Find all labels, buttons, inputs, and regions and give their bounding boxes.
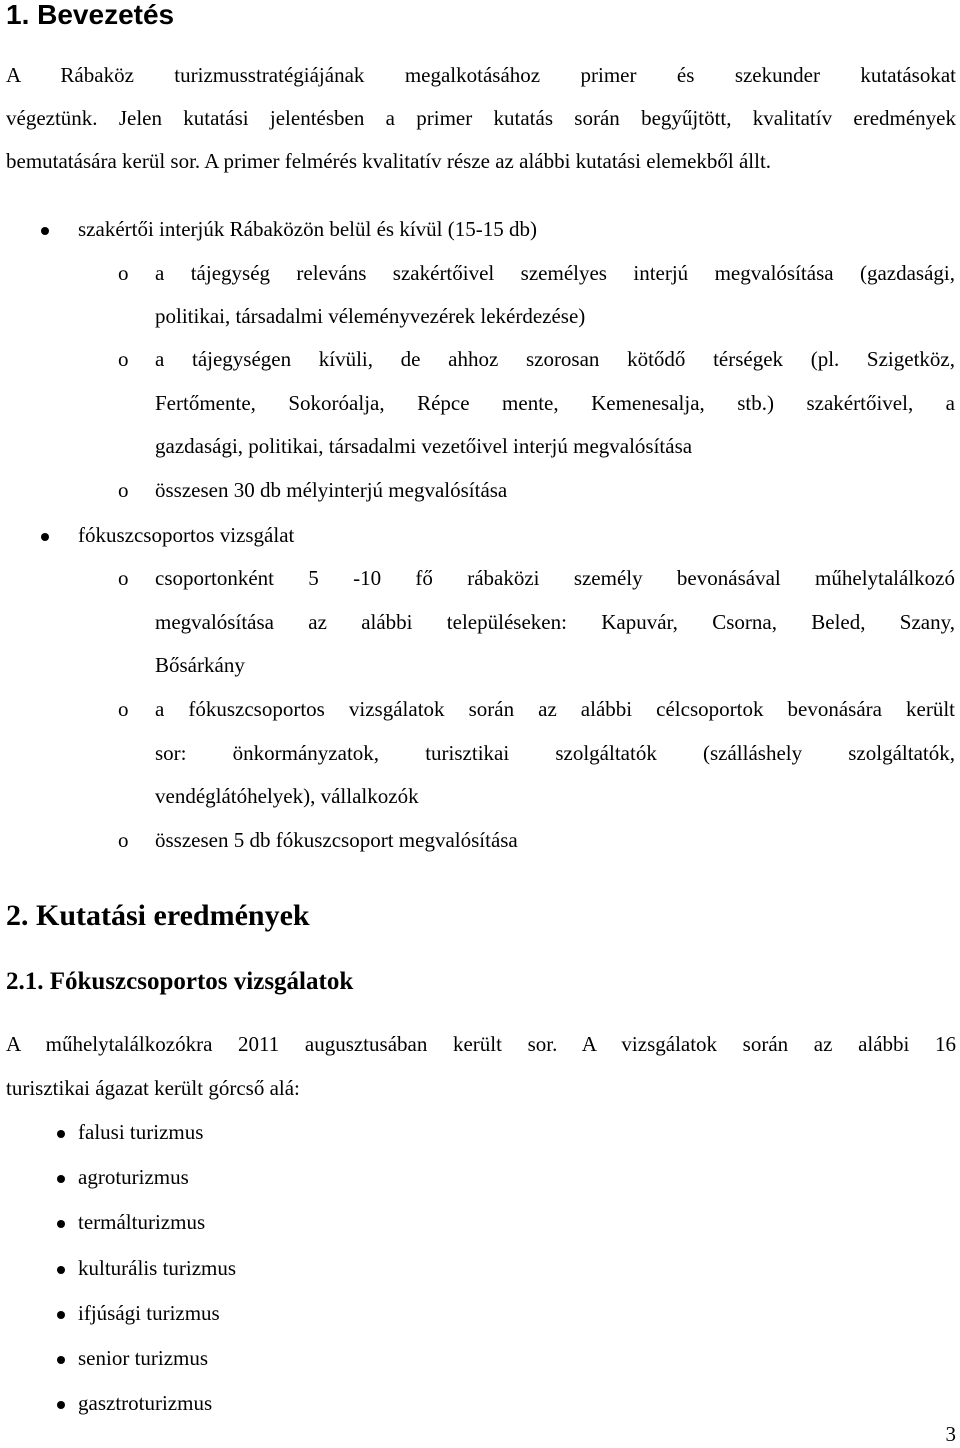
section-2-heading: 2. Kutatási eredmények xyxy=(6,899,310,932)
tourism-list-item: kulturális turizmus xyxy=(78,1256,237,1280)
tourism-list-item: falusi turizmus xyxy=(78,1120,204,1144)
sub-bullet-marker: o xyxy=(118,347,129,371)
sub-item-2-2-line-3: vendéglátóhelyek), vállalkozók xyxy=(155,784,419,808)
bullet-1-label: szakértői interjúk Rábaközön belül és kívül (15-15 db) xyxy=(78,217,537,241)
section-2-para-line-1: A műhelytalálkozókra 2011 augusztusában került sor. A vizsgálatok során az alábbi 16 xyxy=(6,1032,956,1056)
section-1-heading: 1. Bevezetés xyxy=(6,0,175,30)
intro-line-3: bemutatására kerül sor. A primer felmérés kvalitatív része az alábbi kutatási elemekből állt. xyxy=(6,149,772,173)
sub-item-2-1-line-1: csoportonként 5 -10 fő rábaközi személy bevonásával műhelytalálkozó xyxy=(155,566,955,590)
sub-item-1-2-line-3: gazdasági, politikai, társadalmi vezetőivel interjú megvalósítása xyxy=(155,434,693,458)
section-2-1-heading: 2.1. Fókuszcsoportos vizsgálatok xyxy=(6,968,354,995)
sub-item-1-1-line-1: a tájegység releváns szakértőivel személyes interjú megvalósítása (gazdasági, xyxy=(155,261,955,285)
tourism-list-item: gasztroturizmus xyxy=(78,1391,213,1415)
sub-item-2-2-line-2: sor: önkormányzatok, turisztikai szolgáltatók (szálláshely szolgáltatók, xyxy=(155,741,955,765)
sub-bullet-marker: o xyxy=(118,697,129,721)
sub-item-1-1-line-2: politikai, társadalmi véleményvezérek lekérdezése) xyxy=(155,304,586,328)
tourism-list-item: senior turizmus xyxy=(78,1346,209,1370)
sub-item-2-1-line-2: megvalósítása az alábbi településeken: Kapuvár, Csorna, Beled, Szany, xyxy=(155,610,955,634)
bullet-icon xyxy=(57,1356,65,1364)
intro-line-2: végeztünk. Jelen kutatási jelentésben a primer kutatás során begyűjtött, kvalitatív eredmények xyxy=(6,106,956,130)
bullet-icon xyxy=(41,533,49,541)
bullet-icon xyxy=(57,1401,65,1409)
sub-item-2-3-line-1: összesen 5 db fókuszcsoport megvalósítása xyxy=(155,828,518,852)
bullet-icon xyxy=(41,227,49,235)
bullet-icon xyxy=(57,1130,65,1138)
sub-bullet-marker: o xyxy=(118,828,129,852)
bullet-icon xyxy=(57,1220,65,1228)
sub-bullet-marker: o xyxy=(118,261,129,285)
sub-item-2-1-line-3: Bősárkány xyxy=(155,653,245,677)
bullet-2-label: fókuszcsoportos vizsgálat xyxy=(78,523,295,547)
sub-item-2-2-line-1: a fókuszcsoportos vizsgálatok során az alábbi célcsoportok bevonására került xyxy=(155,697,955,721)
tourism-list-item: agroturizmus xyxy=(78,1165,189,1189)
sub-item-1-2-line-1: a tájegységen kívüli, de ahhoz szorosan kötődő térségek (pl. Szigetköz, xyxy=(155,347,955,371)
bullet-icon xyxy=(57,1266,65,1274)
section-2-para-line-2: turisztikai ágazat került górcső alá: xyxy=(6,1076,300,1100)
intro-line-1: A Rábaköz turizmusstratégiájának megalkotásához primer és szekunder kutatásokat xyxy=(6,63,956,87)
sub-item-1-3-line-1: összesen 30 db mélyinterjú megvalósítása xyxy=(155,478,508,502)
tourism-list-item: termálturizmus xyxy=(78,1210,206,1234)
page-number: 3 xyxy=(945,1422,956,1446)
bullet-icon xyxy=(57,1175,65,1183)
sub-bullet-marker: o xyxy=(118,478,129,502)
tourism-list-item: ifjúsági turizmus xyxy=(78,1301,220,1325)
bullet-icon xyxy=(57,1311,65,1319)
sub-bullet-marker: o xyxy=(118,566,129,590)
sub-item-1-2-line-2: Fertőmente, Sokoróalja, Répce mente, Kemenesalja, stb.) szakértőivel, a xyxy=(155,391,955,415)
